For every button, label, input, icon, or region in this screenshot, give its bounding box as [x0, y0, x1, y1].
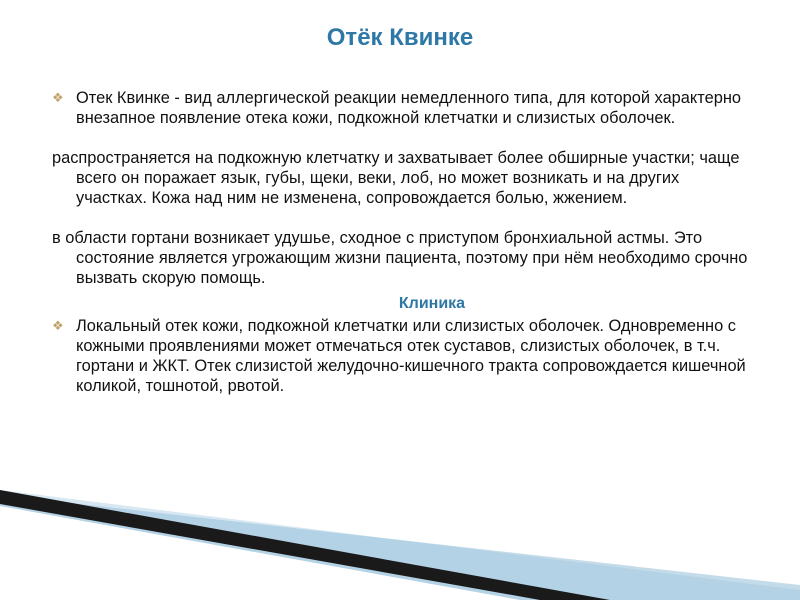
diamond-bullet-icon: ❖ — [52, 90, 64, 105]
bullet-paragraph-clinic — [52, 316, 752, 396]
section-heading-clinic: Клиника — [398, 295, 466, 312]
decorative-swoosh — [0, 490, 800, 600]
slide-title: Отёк Квинке — [326, 24, 474, 51]
bullet-paragraph-definition — [52, 88, 752, 128]
diamond-bullet-icon: ❖ — [52, 318, 64, 333]
bullet-text-clinic: Локальный отек кожи, подкожной клетчатки или слизистых оболочек. Одновременно с кожными проявлениями может отмечаться отек суставов, слизистых оболочек, в т.ч. гортани и ЖКТ. Отек слизистой желудочно-кишечного тракта сопровождается кишечной коликой, тошнотой, рвотой. — [76, 317, 746, 395]
bullet-text-definition: Отек Квинке - вид аллергической реакции немедленного типа, для которой характерно внезапное появление отека кожи, подкожной клетчатки и слизистых оболочек. — [76, 89, 741, 127]
paragraph-spread: распространяется на подкожную клетчатку и захватывает более обширные участки; чаще всего он поражает язык, губы, щеки, веки, лоб, но может возникать и на других участках. Кожа над ним не изменена, сопровождается болью, жжением. — [52, 149, 740, 207]
paragraph-larynx: в области гортани возникает удушье, сходное с приступом бронхиальной астмы. Это состояние является угрожающим жизни пациента, поэтому при нём необходимо срочно вызвать скорую помощь. — [52, 229, 748, 287]
slide-content — [52, 88, 752, 396]
